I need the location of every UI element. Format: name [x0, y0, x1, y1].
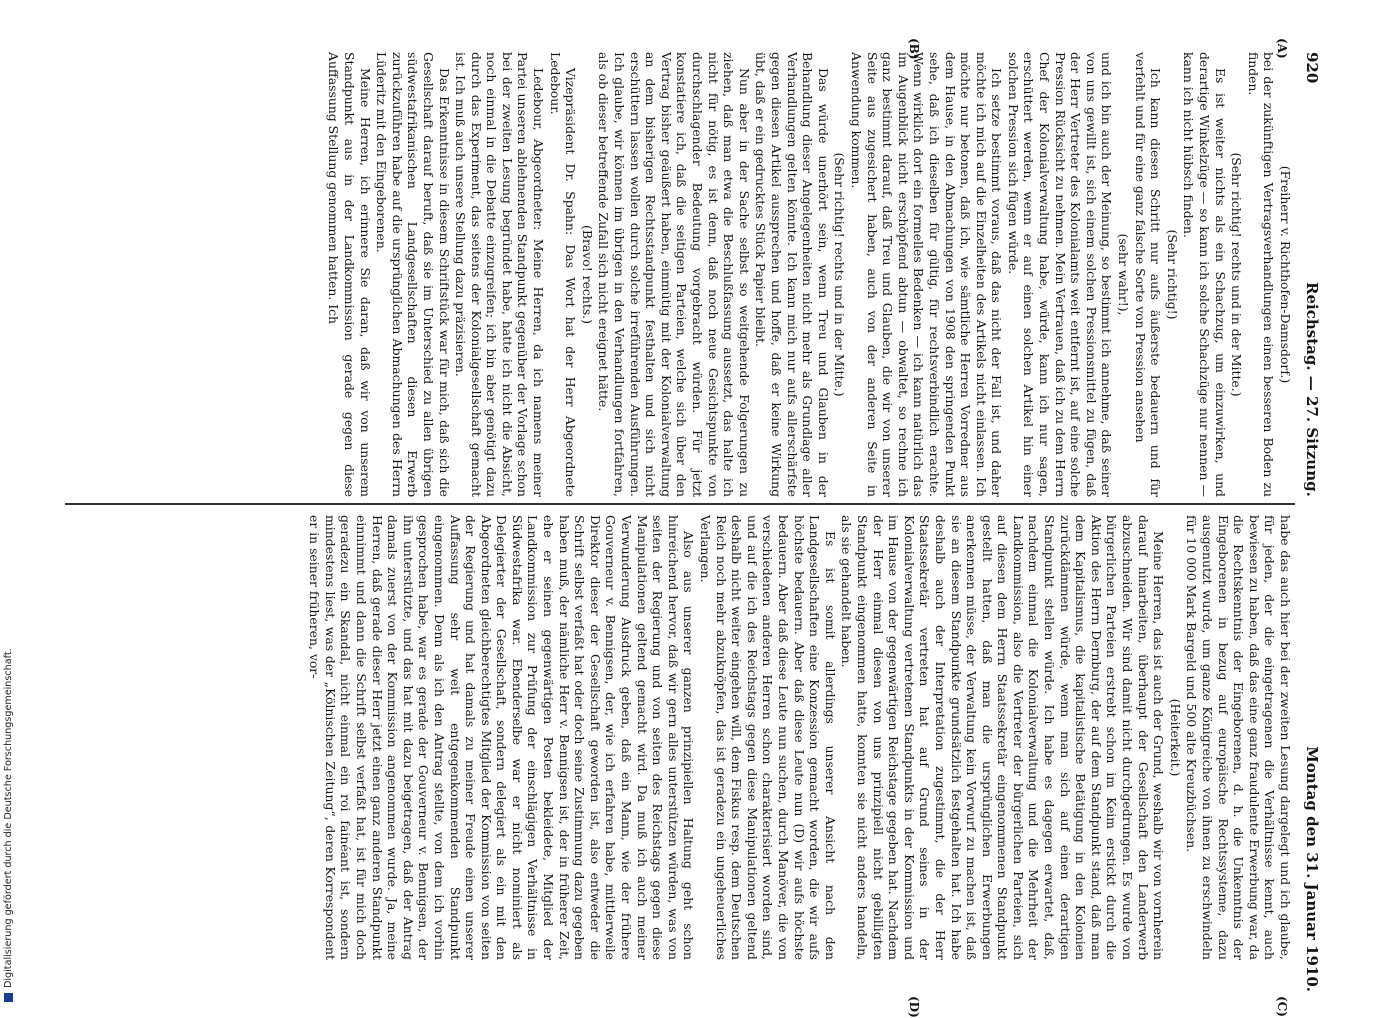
paragraph: Ich kann diesen Schritt nur aufs äußerste bedauern und für verfehlt und für eine ganz falsche Sorte von Pression ansehen	[1132, 52, 1164, 497]
margin-marker-a: (A)	[1275, 38, 1289, 59]
interjection: (Sehr richtig! rechts und in der Mitte.)	[1229, 152, 1245, 397]
speaker-announcement: Vizepräsident Dr. Spahn: Das Wort hat der Herr Abgeordnete Ledebour.	[547, 52, 579, 497]
paragraph: Es ist somit allerdings unserer Ansicht nach den Landgesellschaften eine Konzession gemacht worden, die wir aufs höchste bedauern. Aber daß diese Leute nun (D) wir aufs höchste bedauern. Aber daß diese Leute nun suchen, durch Manöver, die von verschiedenen anderen Herren schon charakterisiert worden sind, und auf die ich des Reichstags gegen diese Manipulationen geltend deshalb nicht weiter eingehen will, dem Fiskus resp. dem Deutschen Reich noch mehr abzuknöpfen, das ist geradezu ein ungeheuerliches Verlangen.	[698, 515, 838, 960]
rotated-page-content	[63, 38, 1323, 1018]
paragraph: Ledebour, Abgeordneter: Meine Herren, da ich namens meiner Partei unseren ablehnenden Standpunkt gegenüber der Vorlage schon bei der zweiten Lesung begründet habe, hatte ich nicht die Absicht, noch einmal in die Debatte einzugreifen; ich bin aber genötigt dazu durch das Experiment, das seitens der Kolonialgesellschaft gemacht ist. Ich muß auch unsere Stellung dazu präzisieren.	[453, 52, 547, 497]
paragraph: Ich setze bestimmt voraus, daß das nicht der Fall ist, und daher möchte ich mich auf die Einzelheiten des Artikels nicht einlassen. Ich möchte nur betonen, daß ich, wie sämtliche Herren Vorredner aus dem Hause, in den Abmachungen von 1908 den springenden Punkt sehe, daß ich dieselben für gültig, für rechtsverbindlich erachte. Wenn wirklich dort ein formelles Bedenken — ich kann natürlich das im Augenblick nicht erschöpfend abtun — obwaltet, so rechne ich ganz bestimmt darauf, daß Treu und Glauben, die wir von unserer Seite aus zugesichert haben, auch von der anderen Seite in Anwendung kommen.	[848, 52, 1005, 497]
margin-marker-b: (B)	[907, 38, 921, 60]
paragraph: Nun aber in der Sache selbst so weitgehende Folgerungen zu ziehen, daß man etwa die Beschlußfassung aussetzt, das halte ich nicht für nötig, es ist denn, daß noch neue Gesichtspunkte von durchschlagender Bedeutung vorgebracht würden. Für jetzt konstatiere ich, daß die seitigen Parteien, welche sich über den Vertrag bisher geäußert haben, einmütig mit der Kolonialverwaltung an dem bisherigen Rechtsstandpunkt festhalten und sich nicht erschüttern lassen wollen durch solche irreführenden Ausführungen. Ich glaube, wir können im übrigen in den Verhandlungen fortfahren, als ob dieser betreffende Zufall sich nicht ereignet hätte.	[596, 52, 752, 497]
paragraph: und ich bin auch der Meinung, so bestimmt ich annehme, daß seiner von uns gewillt ist, sich einem solchen Pressionsmittel zu fügen, daß der Herr Vertreter des Kolonialamts weit entfernt ist, auf eine solche Pression Rücksicht zu nehmen. Mein Vertrauen, daß ich zu dem Herrn Chef der Kolonialverwaltung habe, würde, kann ich nur sagen, erschüttert werden, wenn er auf einen solchen Artikel hin einer solchen Pression sich fügen würde.	[1005, 52, 1115, 497]
paragraph: Meine Herren, ich erinnere Sie daran, daß wir von unserem Standpunkt aus in der Landkommission gerade gegen diese Auffassung Stellung genommen hatten. Ich	[326, 52, 373, 497]
left-text-column	[68, 52, 1293, 497]
digitization-credit: Digitalisierung gefördert durch die Deutsche Forschungsgemeinschaft.	[3, 648, 14, 988]
interjection: (Sehr richtig!)	[1164, 229, 1180, 320]
page-header	[1299, 52, 1323, 992]
interjection: (sehr wahr!),	[1116, 233, 1132, 316]
interjection: (Sehr richtig! rechts und in der Mitte.)	[832, 152, 848, 397]
column-divider	[65, 503, 1295, 505]
digitization-footer	[2, 0, 16, 1000]
interjection: (Bravo! rechts.)	[579, 225, 595, 324]
paragraph: habe das auch hier bei der zweiten Lesung dargelegt und ich glaube, für jeden, der die eingetragenen die Verhältnisse kennt, auch bewiesen zu haben, daß das eine ganz fraudulente Erwerbung war, da die Rechtskenntnis der Eingeborenen, d. h. die Unkenntnis der Eingeborenen in bezug auf europäische Rechtssysteme, dazu ausgenutzt wurde, um ganze Königreiche von ihnen zu erschwindeln für 10 000 Mark Bargeld und 500 alte Kreuzbüchsen.	[1184, 515, 1293, 960]
paragraph: Meine Herren, das ist auch der Grund, weshalb wir von vornherein darauf hinarbeiten, überhaupt der Gesellschaft den Landerwerb abzuschneiden. Wir sind damit nicht durchgedrungen. Es wurde von bürgerlichen Parteien erstrebt schon im Keim erstickt durch die Aktion des Herrn Dernburg, der auf dem Standpunkt stand, daß man dem Kapitalismus, die kapitalistische Betätigung in den Kolonien zurückdämmen würde, wenn man sich auf einen derartigen Standpunkt stellen würde. Ich habe es dagegen erwartet, daß, nachdem einmal die Kolonialverwaltung und die Mehrheit der Landkommission, also die Vertreter der bürgerlichen Parteien, sich auf diesen dem Herrn Staatssekretär eingenommenen Standpunkt gestellt hatten, daß man die ursprünglichen Erwerbungen anerkennen müsse, der Verwaltung kein Vorwurf zu machen ist, daß sie an diesem Standpunkte grundsätzlich festgehalten hat. Ich habe deshalb auch der Interpretation zugestimmt, die der Herr Staatssekretär vertreten hat auf Grund seines in der Kolonialverwaltung vertretenen Standpunkts in der Kommission und im Hause von der gegenwärtigen Reichstage gegeben hat. Nachdem der Herr einmal diesen von uns prinzipiell nicht gebilligten Standpunkt eingenommen hatte, konnten sie nicht anders handeln, als sie gehandelt haben.	[839, 515, 1167, 960]
right-text-column	[68, 515, 1293, 960]
speaker-attribution: (Freiherr v. Richthofen-Damsdorf.)	[1278, 165, 1293, 384]
paragraph: Es ist weiter nichts als ein Schachzug, um einzuwirken, und derartige Winkelzüge — so kann ich solche Schachzüge nur nennen — kann ich nicht hübsch finden.	[1181, 52, 1228, 497]
page-number: 920	[1303, 52, 1321, 84]
session-date: Montag den 31. Januar 1910.	[1303, 746, 1321, 992]
interjection: (Heiterkeit.)	[1167, 698, 1183, 777]
paragraph: Also aus unserer ganzen prinzipiellen Haltung geht schon hinreichend hervor, daß wir gern alles unterstützen würden, was von seiten der Regierung und von seiten des Reichstags gegen diese Manipulationen geltend gemacht wird. Da muß ich auch meiner Verwunderung Ausdruck geben, daß ein Mann, wie der frühere Gouverneur v. Bennigsen, der, wie ich erfahren habe, mittlerweile Direktor dieser der Gesellschaft geworden ist, also entweder die Schrift selbst verfaßt hat oder doch seine Zustimmung dazu gegeben haben muß, der nämliche Herr v. Bennigsen ist, der in früherer Zeit, ehe er seinen gegenwärtigen Posten bekleidete, Mitglied der Landkommission zur Prüfung der einschlägigen Verhältnisse in Südwestafrika war. Ebenderselbe war er nicht nominiert als Delegierter der Gesellschaft, sondern delegiert als ein mit den Abgeordneten gleichberechtigtes Mitglied der Kommission von seiten der Regierung und hat damals zu meiner Freude einen unserer Auffassung sehr weit entgegenkommenden Standpunkt eingenommen. Denn als ich den Antrag stellte, von dem ich vorhin gesprochen habe, war es gerade der Gouverneur v. Bennigsen, der ihn unterstützte, und das hat mit dazu beigetragen, daß der Antrag damals zuerst von der Kommission angenommen wurde. Ja, meine Herren, daß gerade dieser Herr jetzt einen ganz anderen Standpunkt einnimmt und dann die Schrift selbst verfaßt hat, ist für mich doch geradezu ein Skandal, nicht einmal ein roi fainéant ist, sondern mindestens liest, was der „Kölnischen Zeitung“, deren Korrespondent er in seiner früheren, vor-	[307, 515, 697, 960]
paragraph: bei der zukünftigen Vertragsverhandlungen einen besseren Boden zu finden.	[1245, 52, 1277, 497]
paragraph: Das würde unerhört sein, wenn Treu und Glauben in der Behandlung dieser Angelegenheiten nicht mehr als Grundlage aller Verhandlungen gelten könnte. Ich kann mich nur aufs allerschärfste gegen diesen Artikel aussprechen und hoffe, daß er keine Wirkung übt, daß er ein gedrucktes Stück Papier bleibt.	[753, 52, 831, 497]
margin-marker-d: (D)	[907, 996, 921, 1018]
margin-marker-c: (C)	[1275, 996, 1289, 1017]
paragraph: Das Erkenntnisse in diesem Schriftstück war für mich, daß sich die Gesellschaft darauf beruft, daß sie im Unterschied zu allen übrigen südwestafrikanischen Landgesellschaften diesen Erwerb zurückzuführen habe auf die ursprünglichen Abmachungen des Herrn Lüderitz mit den Eingeborenen.	[374, 52, 452, 497]
dfg-logo-icon	[4, 993, 13, 1002]
session-title: Reichstag. — 27. Sitzung.	[1303, 282, 1321, 497]
